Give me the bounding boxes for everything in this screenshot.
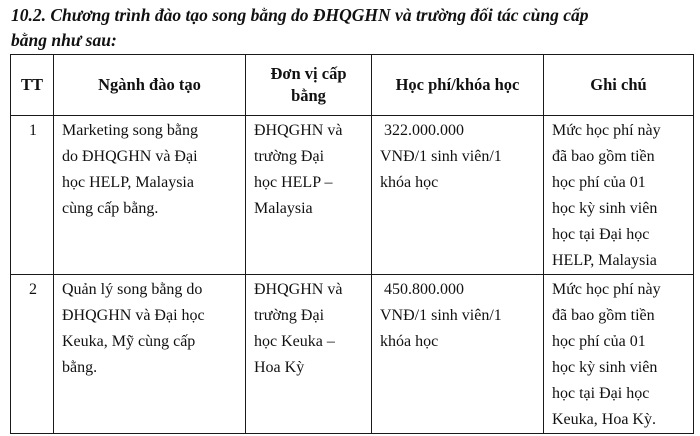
- cell-line: học tại Đại học: [552, 385, 650, 402]
- cell-line: học HELP, Malaysia: [62, 174, 194, 191]
- cell-tt: 1: [11, 116, 54, 275]
- cell-line: học HELP –: [254, 174, 333, 191]
- cell-line: Marketing song bằng: [62, 122, 198, 139]
- cell-program: [54, 275, 246, 434]
- cell-line: Mức học phí này: [552, 122, 661, 139]
- cell-line: HELP, Malaysia: [552, 252, 657, 269]
- cell-line: đã bao gồm tiền: [552, 148, 655, 165]
- cell-line: học tại Đại học: [552, 226, 650, 243]
- cell-fee: [372, 275, 544, 434]
- table-header-row: [11, 55, 694, 116]
- cell-line: khóa học: [380, 333, 439, 350]
- cell-line: đã bao gồm tiền: [552, 307, 655, 324]
- cell-line: học phí của 01: [552, 333, 646, 350]
- header-issuer: [246, 55, 372, 116]
- cell-line: VNĐ/1 sinh viên/1: [380, 307, 502, 324]
- section-heading: [11, 3, 691, 53]
- cell-line: khóa học: [380, 174, 439, 191]
- cell-program: [54, 116, 246, 275]
- cell-line: học phí của 01: [552, 174, 646, 191]
- header-issuer-line-1: Đơn vị cấp: [270, 64, 347, 83]
- cell-note: [544, 275, 694, 434]
- cell-line: ĐHQGHN và: [254, 122, 343, 139]
- cell-line: VNĐ/1 sinh viên/1: [380, 148, 502, 165]
- cell-line: do ĐHQGHN và Đại: [62, 148, 198, 165]
- cell-line: học kỳ sinh viên: [552, 359, 658, 376]
- dual-degree-program-table: [10, 54, 694, 434]
- cell-fee: [372, 116, 544, 275]
- cell-line: học kỳ sinh viên: [552, 200, 658, 217]
- fee-amount: 450.800.000: [384, 281, 464, 298]
- table-row: [11, 275, 694, 434]
- cell-line: trường Đại: [254, 307, 325, 324]
- cell-tt: 2: [11, 275, 54, 434]
- cell-line: ĐHQGHN và: [254, 281, 343, 298]
- cell-note: [544, 116, 694, 275]
- header-fee: Học phí/khóa học: [372, 55, 544, 116]
- cell-line: ĐHQGHN và Đại học: [62, 307, 205, 324]
- cell-line: trường Đại: [254, 148, 325, 165]
- section-heading-line-2: bằng như sau:: [11, 30, 117, 50]
- cell-issuer: [246, 116, 372, 275]
- cell-line: Mức học phí này: [552, 281, 661, 298]
- cell-line: cùng cấp bằng.: [62, 200, 159, 217]
- table-row: [11, 116, 694, 275]
- cell-line: bằng.: [62, 359, 98, 376]
- header-issuer-line-2: bằng: [291, 86, 326, 105]
- header-program: Ngành đào tạo: [54, 55, 246, 116]
- cell-line: Hoa Kỳ: [254, 359, 305, 376]
- section-heading-line-1: 10.2. Chương trình đào tạo song bằng do ĐHQGHN và trường đối tác cùng cấp: [11, 5, 589, 25]
- cell-line: Quản lý song bằng do: [62, 281, 203, 298]
- cell-line: Keuka, Mỹ cùng cấp: [62, 333, 196, 350]
- cell-line: Keuka, Hoa Kỳ.: [552, 411, 656, 428]
- header-note: Ghi chú: [544, 55, 694, 116]
- cell-issuer: [246, 275, 372, 434]
- fee-amount: 322.000.000: [384, 122, 464, 139]
- header-tt: TT: [11, 55, 54, 116]
- cell-line: học Keuka –: [254, 333, 335, 350]
- cell-line: Malaysia: [254, 200, 313, 217]
